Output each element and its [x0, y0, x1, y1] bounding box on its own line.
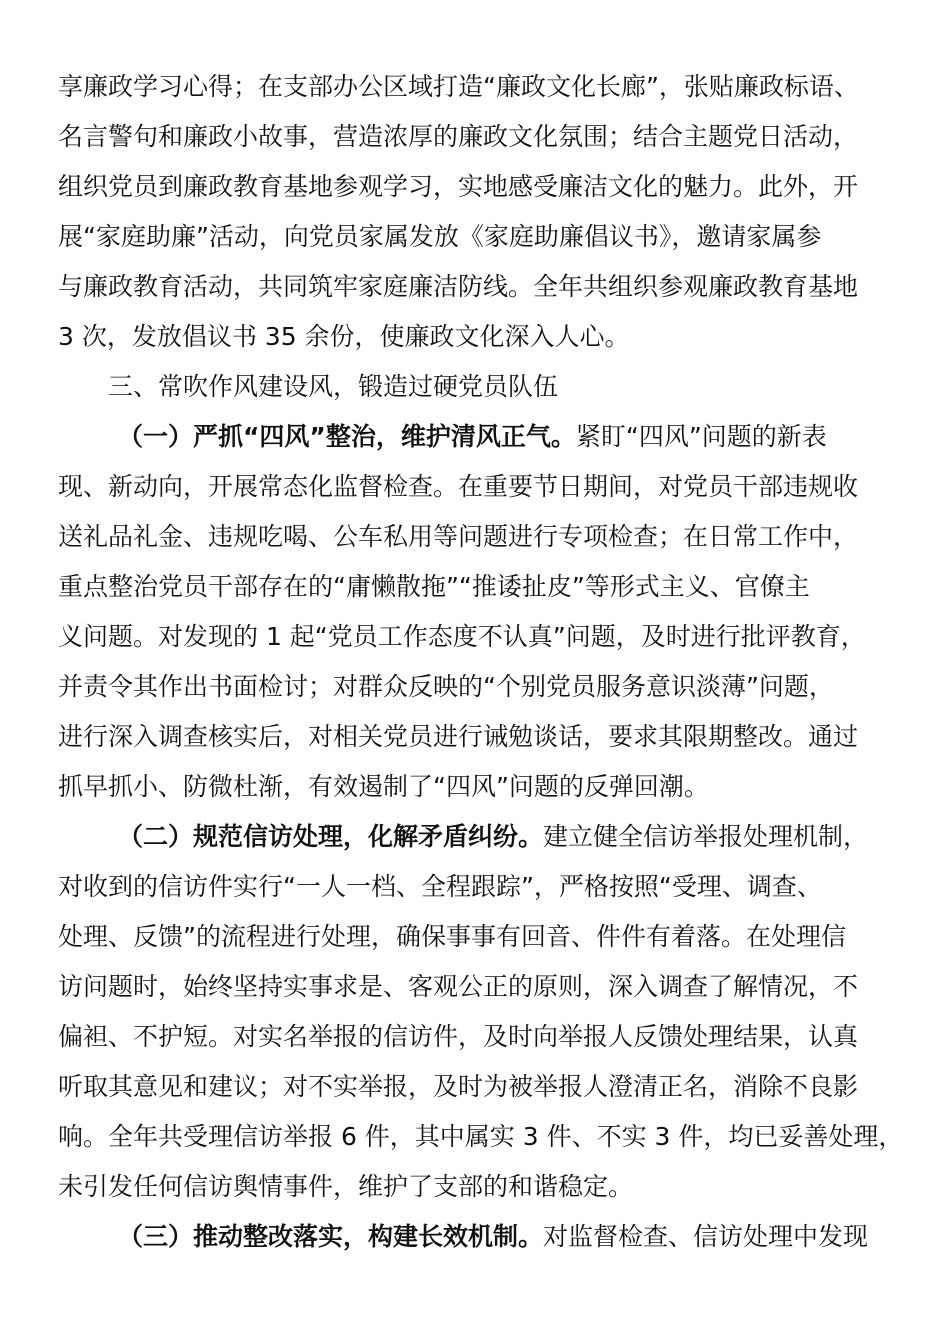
- text-line: 进行深入调查核实后，对相关党员进行诫勉谈话，要求其限期整改。通过: [58, 722, 859, 751]
- paragraph-heading-2: [118, 822, 868, 852]
- heading-continuation: 紧盯“四风”问题的新表: [575, 422, 827, 451]
- text-line: 送礼品礼金、违规吃喝、公车私用等问题进行专项检查；在日常工作中，: [58, 522, 859, 551]
- text-line: 响。全年共受理信访举报 6 件，其中属实 3 件、不实 3 件，均已妥善处理，: [58, 1122, 904, 1151]
- text-line: 与廉政教育活动，共同筑牢家庭廉洁防线。全年共组织参观廉政教育基地: [58, 272, 859, 301]
- text-line: 享廉政学习心得；在支部办公区域打造“廉政文化长廊”，张贴廉政标语、: [58, 72, 859, 101]
- bold-heading: （二）规范信访处理，化解矛盾纠纷。: [118, 822, 544, 851]
- paragraph-heading-1: [118, 422, 827, 452]
- text-line: 重点整治党员干部存在的“庸懒散拖”“推诿扯皮”等形式主义、官僚主: [58, 572, 810, 601]
- bold-heading: （三）推动整改落实，构建长效机制。: [118, 1222, 544, 1251]
- text-line: 名言警句和廉政小故事，营造浓厚的廉政文化氛围；结合主题党日活动，: [58, 122, 859, 151]
- heading-continuation: 建立健全信访举报处理机制，: [543, 822, 869, 851]
- text-line: 未引发任何信访舆情事件，维护了支部的和谐稳定。: [58, 1172, 634, 1201]
- text-line: 组织党员到廉政教育基地参观学习，实地感受廉洁文化的魅力。此外，开: [58, 172, 859, 201]
- text-line: 义问题。对发现的 1 起“党员工作态度不认真”问题，及时进行批评教育，: [58, 622, 866, 651]
- text-line: 并责令其作出书面检讨；对群众反映的“个别党员服务意识淡薄”问题，: [58, 672, 834, 701]
- section-heading: 三、常吹作风建设风，锻造过硬党员队伍: [108, 372, 559, 401]
- text-line: 抓早抓小、防微杜渐，有效遏制了“四风”问题的反弹回潮。: [58, 772, 709, 801]
- paragraph-heading-3: [118, 1222, 868, 1252]
- text-line: 处理、反馈”的流程进行处理，确保事事有回音、件件有着落。在处理信: [58, 922, 846, 951]
- text-line: 现、新动向，开展常态化监督检查。在重要节日期间，对党员干部违规收: [58, 472, 859, 501]
- text-line: 3 次，发放倡议书 35 余份，使廉政文化深入人心。: [58, 322, 630, 351]
- bold-heading: （一）严抓“四风”整治，维护清风正气。: [118, 422, 576, 451]
- text-line: 访问题时，始终坚持实事求是、客观公正的原则，深入调查了解情况，不: [58, 972, 859, 1001]
- text-line: 偏袒、不护短。对实名举报的信访件，及时向举报人反馈处理结果，认真: [58, 1022, 859, 1051]
- text-line: 对收到的信访件实行“一人一档、全程跟踪”，严格按照“受理、调查、: [58, 872, 822, 901]
- text-line: 展“家庭助廉”活动，向党员家属发放《家庭助廉倡议书》，邀请家属参: [58, 222, 822, 251]
- heading-continuation: 对监督检查、信访处理中发现: [543, 1222, 869, 1251]
- text-line: 听取其意见和建议；对不实举报，及时为被举报人澄清正名，消除不良影: [58, 1072, 859, 1101]
